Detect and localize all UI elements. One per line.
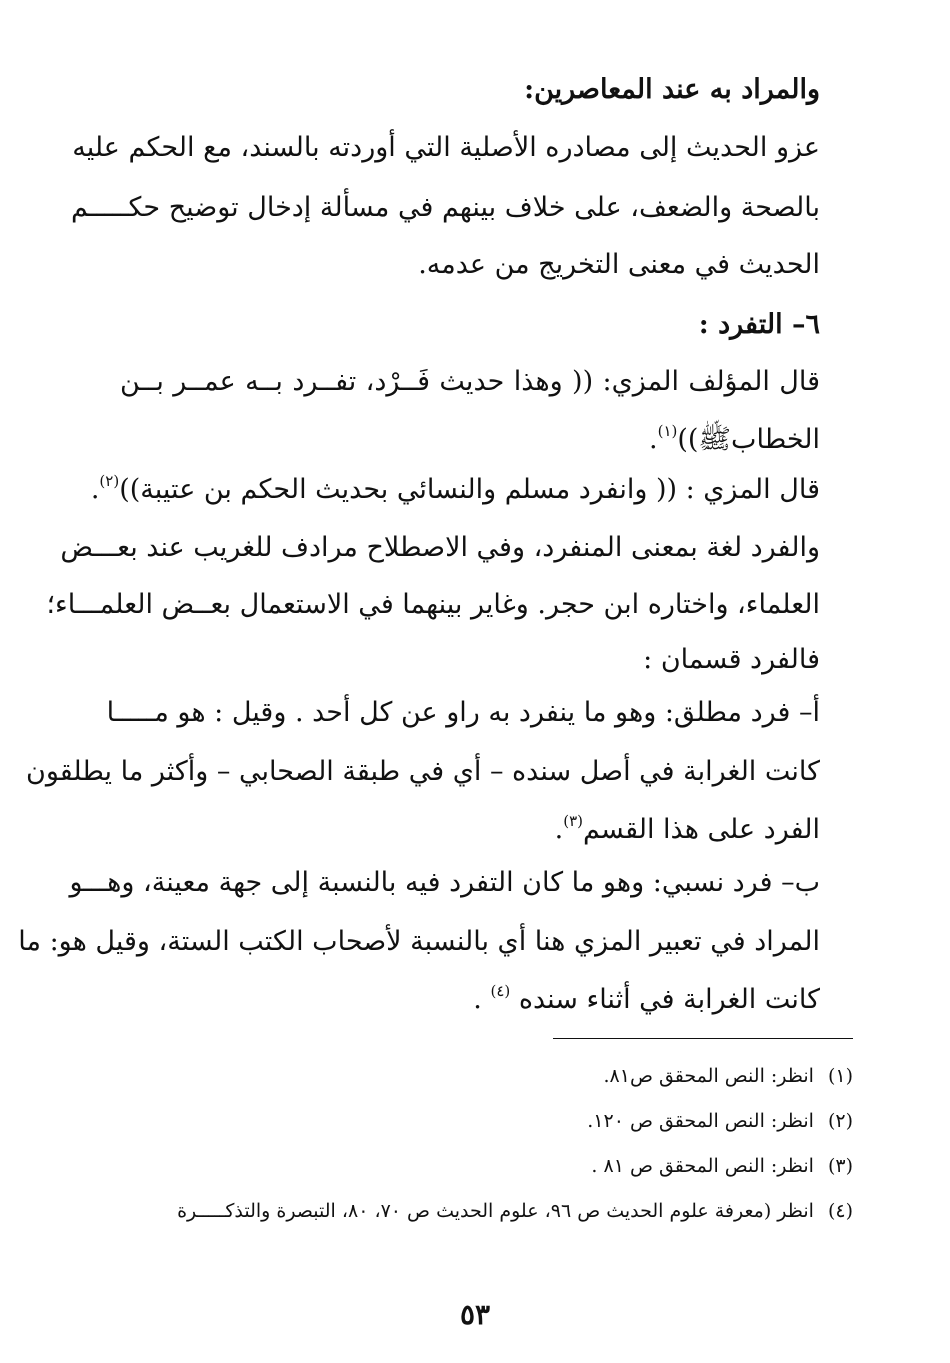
- section6-title: ٦– التفرد :: [698, 309, 820, 340]
- footnote-3-text: انظر: النص المحقق ص ٨١ .: [591, 1155, 814, 1177]
- type-a-line3-end: .: [554, 814, 564, 845]
- quote2-line: [90, 470, 820, 510]
- page-number: ٥٣: [459, 1298, 491, 1331]
- type-a-line3-text: الفرد على هذا القسم: [583, 814, 820, 845]
- footnote-1: [120, 1062, 853, 1090]
- footnote-separator: [553, 1038, 853, 1039]
- footnote-3-number: (٣): [827, 1155, 853, 1177]
- footnote-4: [120, 1197, 853, 1225]
- footnote-2-text: انظر: النص المحقق ص ١٢٠.: [587, 1110, 814, 1132]
- para2-line1: والفرد لغة بمعنى المنفرد، وفي الاصطلاح مرادف للغريب عند بعـــض: [60, 532, 820, 563]
- para2-line2: العلماء، واختاره ابن حجر. وغاير بينهما في الاستعمال بعــض العلمـــاء؛: [46, 589, 820, 620]
- para1-line2: بالصحة والضعف، على خلاف بينهم في مسألة إدخال توضيح حكـــــم: [71, 192, 820, 223]
- type-b-line2: المراد في تعبير المزي هنا أي بالنسبة لأصحاب الكتب الستة، وقيل هو: ما: [18, 926, 820, 957]
- quote2-end: .: [90, 474, 100, 505]
- type-b-line3: [120, 980, 820, 1020]
- footnote-mark-1: (١): [657, 422, 678, 440]
- quote1-line2: [120, 420, 820, 460]
- quote1-line1: قال المؤلف المزي: (( وهذا حديث فَــرْد، تفــرد بــه عمــر بــن: [120, 366, 820, 397]
- quote2-text: قال المزي : (( وانفرد مسلم والنسائي بحديث الحكم بن عتيبة)): [119, 474, 820, 505]
- footnote-2-number: (٢): [827, 1110, 853, 1132]
- quote1-line2-end: .: [648, 424, 658, 455]
- footnote-4-number: (٤): [827, 1200, 853, 1222]
- footnote-3: [120, 1152, 853, 1180]
- para2-line3: فالفرد قسمان :: [643, 644, 820, 675]
- quote1-line2-text: الخطابﷺ)): [677, 424, 820, 455]
- type-b-line3-text: كانت الغرابة في أثناء سنده: [518, 984, 820, 1015]
- type-b-line1: ب– فرد نسبي: وهو ما كان التفرد فيه بالنسبة إلى جهة معينة، وهـــو: [69, 867, 820, 898]
- footnote-mark-3: (٣): [563, 812, 584, 830]
- para1-line3: الحديث في معنى التخريج من عدمه.: [418, 249, 820, 280]
- type-a-line3: [120, 810, 820, 850]
- footnote-4-text: انظر (معرفة علوم الحديث ص ٩٦، علوم الحديث ص ٧٠، ٨٠، التبصرة والتذكـــــرة: [177, 1200, 814, 1222]
- type-a-line2: كانت الغرابة في أصل سنده – أي في طبقة الصحابي – وأكثر ما يطلقون: [26, 756, 820, 787]
- footnote-1-text: انظر: النص المحقق ص٨١.: [603, 1065, 814, 1087]
- heading-contemporaries: والمراد به عند المعاصرين:: [524, 74, 820, 105]
- type-b-line3-end: .: [473, 984, 491, 1015]
- type-a-line1: أ– فرد مطلق: وهو ما ينفرد به راو عن كل أحد . وقيل : هو مـــــا: [106, 697, 820, 728]
- footnote-2: [120, 1107, 853, 1135]
- para1-line1: عزو الحديث إلى مصادره الأصلية التي أوردته بالسند، مع الحكم عليه: [72, 132, 820, 163]
- footnote-mark-2: (٢): [99, 472, 120, 490]
- footnote-mark-4: (٤): [490, 982, 511, 1000]
- footnote-1-number: (١): [827, 1065, 853, 1087]
